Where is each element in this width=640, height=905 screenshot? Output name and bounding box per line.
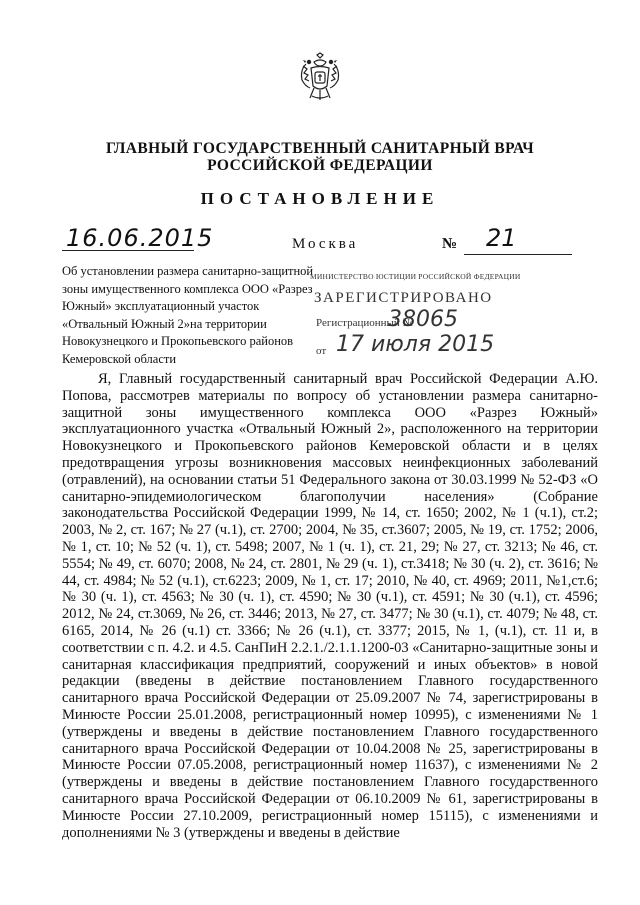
stamp-from-label: от xyxy=(316,345,327,357)
date-underline xyxy=(62,250,194,251)
registration-stamp xyxy=(296,266,521,366)
handwritten-date: 16.06.2015 xyxy=(66,224,214,252)
header-authority-line1: ГЛАВНЫЙ ГОСУДАРСТВЕННЫЙ САНИТАРНЫЙ ВРАЧ xyxy=(105,140,535,157)
number-underline xyxy=(464,254,572,255)
document-type-title: ПОСТАНОВЛЕНИЕ xyxy=(200,189,440,208)
double-headed-eagle-emblem-icon xyxy=(296,52,344,104)
stamp-registration-number-label: Регистрационный № xyxy=(316,317,414,329)
stamp-registration-date: 17 июля 2015 xyxy=(336,332,495,357)
body-paragraph: Я, Главный государственный санитарный врач Российской Федерации А.Ю. Попова, рассмотрев материалы по вопросу об установлении размера санитарно-защитной зоны имущественного комплекса ООО «Разрез Южный» эксплуатационного участка «Отвальный Южный 2», расположенного на территории Новокузнецкого и Прокопьевского районов Кемеровской области и в целях предотвращения угрозы возникновения массовых неинфекционных заболеваний (отравлений), на основании статьи 51 Федерального закона от 30.03.1999 № 52-ФЗ «О санитарно-эпидемиологическом благополучии населения» (Собрание законодательства Российской Федерации 1999, № 14, ст. 1650; 2002, № 1 (ч.1), ст.2; 2003, № 2, ст. 167; № 27 (ч.1), ст. 2700; 2004, № 35, ст.3607; 2005, № 19, ст. 1752; 2006, № 1, ст. 10; № 52 (ч. 1), ст. 5498; 2007, № 1 (ч. 1), ст. 21, 29; № 27, ст. 3213; № 46, ст. 5554; № 49, ст. 6070; 2008, № 24, ст. 2801, № 29 (ч. 1), ст.3418; № 30 (ч. 2), ст. 3616; № 44, ст. 4984; № 52 (ч.1), ст.6223; 2009, № 1, ст. 17; 2010, № 40, ст. 4969; 2011, №1,ст.6; № 30 (ч. 1), ст. 4563; № 30 (ч. 1), ст. 4590; № 30 (ч.1), ст. 4591; № 30 (ч.1), ст. 4596; 2012, № 24, ст.3069, № 26, ст. 3446; 2013, № 27, ст. 3477; № 30 (ч.1), ст. 4079; № 48, ст. 6165, 2014, № 26 (ч.1) ст. 3366; № 26 (ч.1), ст. 3377; 2015, № 1, (ч.1), ст. 11 и, в соответствии с п. 4.2. и 4.5. СанПиН 2.2.1./2.1.1.1200-03 «Санитарно-защитные зоны и санитарная классификация предприятий, сооружений и иных объектов» в новой редакции (введены в действие постановлением Главного государственного санитарного врача Российской Федерации от 25.09.2007 № 74, зарегистрированы в Минюсте России 25.01.2008, регистрационный номер 10995), с изменениями № 1 (утверждены и введены в действие постановлением Главного государственного санитарного врача Российской Федерации от 10.04.2008 № 25, зарегистрированы в Минюсте России 07.05.2008, регистрационный номер 11637), с изменениями № 2 (утверждены и введены в действие постановлением Главного государственного санитарного врача Российской Федерации от 06.10.2009 № 61, зарегистрированы в Минюсте России 27.10.2009, регистрационный номер 15115), с изменениями и дополнениями № 3 (утверждены и введены в действие xyxy=(62,371,598,841)
stamp-ministry-name: МИНИСТЕРСТВО ЮСТИЦИИ РОССИЙСКОЙ ФЕДЕРАЦИИ xyxy=(310,272,521,281)
number-sign: № xyxy=(442,236,458,252)
header-authority-line2: РОССИЙСКОЙ ФЕДЕРАЦИИ xyxy=(207,157,433,174)
document-subject: Об установлении размера санитарно-защитной зоны имущественного комплекса ООО «Разрез Южный» эксплуатационный участок «Отвальный Южный 2»на территории Новокузнецкого и Прокопьевского районов Кемеровской области xyxy=(62,264,314,366)
document-body xyxy=(62,371,598,841)
stamp-registered-label: ЗАРЕГИСТРИРОВАНО xyxy=(314,290,493,306)
handwritten-document-number: 21 xyxy=(486,224,517,252)
stamp-registration-number: 38065 xyxy=(388,307,458,332)
city-label: Москва xyxy=(292,236,359,252)
